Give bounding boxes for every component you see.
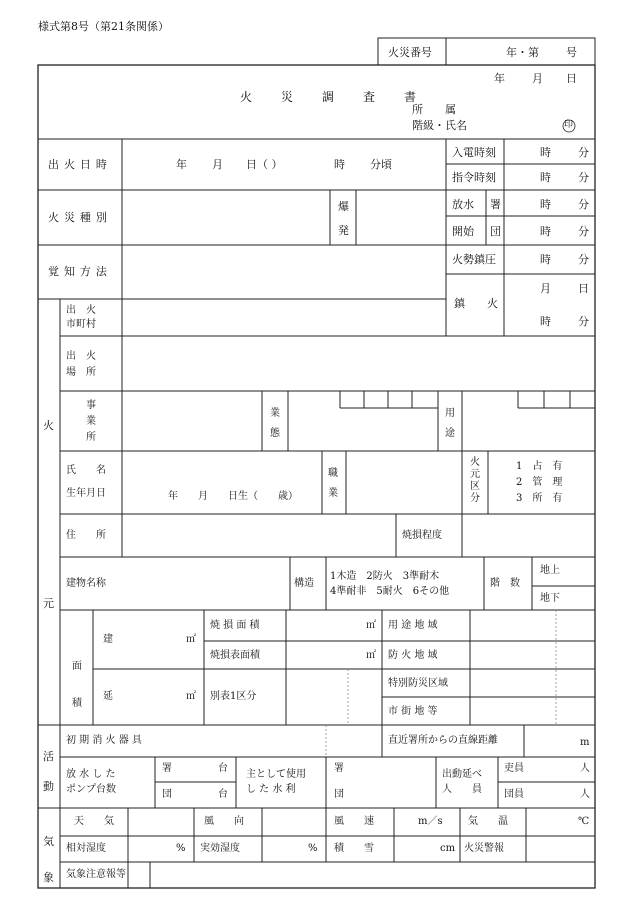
sekisetsu-label: 積 雪 — [334, 843, 374, 854]
minute-unit: 分 — [578, 225, 589, 238]
dispatch-label: 出火日時 — [48, 158, 112, 171]
nin-unit-2: 人 — [580, 789, 590, 800]
nin-unit: 人 — [580, 763, 590, 774]
structure-options-2: 4準耐非 5耐火 6その他 — [330, 586, 450, 597]
structure-options-1: 1木造 2防火 3準耐木 — [330, 571, 440, 582]
shirei-label: 指令時刻 — [452, 171, 496, 184]
month-unit: 月 — [540, 282, 551, 295]
minute-unit: 分 — [578, 198, 589, 211]
water-sho: 署 — [334, 763, 344, 774]
burn-surface-label: 焼損表面積 — [210, 650, 260, 661]
kubun-option-1: 1 占 有 — [516, 461, 563, 472]
shoki-label: 初 期 消 火 器 具 — [66, 735, 142, 746]
dispatch-month: 月 — [212, 158, 223, 171]
year-number-label: 年・第 — [506, 46, 539, 59]
pump-label: 放 水 し た ポンプ台数 — [66, 769, 116, 795]
kubun-option-3: 3 所 有 — [516, 493, 563, 504]
pump-sho: 署 — [162, 763, 172, 774]
riin-label: 吏員 — [504, 763, 524, 774]
nyuden-label: 入電時刻 — [452, 146, 496, 159]
pump-dan: 団 — [162, 789, 172, 800]
shozoku-label: 所 属 — [412, 103, 456, 116]
dispatch-hour: 時 — [334, 158, 345, 171]
fire-type-label: 火災種別 — [48, 211, 112, 224]
chokkin-label: 直近署所からの直線距離 — [388, 735, 498, 746]
day-unit: 日 — [578, 282, 589, 295]
shokugyo-label: 職 業 — [328, 468, 338, 499]
origin-section-1: 火 — [43, 419, 54, 432]
origin-section-2: 元 — [43, 597, 54, 610]
date-month: 月 — [532, 72, 543, 85]
chui-label: 気象注意報等 — [66, 869, 126, 880]
kaishi-label: 開始 — [452, 225, 474, 238]
fire-number-label: 火災番号 — [388, 46, 432, 59]
structure-label: 構造 — [294, 578, 314, 589]
pump-dai-2: 台 — [218, 789, 228, 800]
pct-unit-2: % — [308, 843, 318, 854]
chika-label: 地下 — [540, 593, 560, 604]
water-dan: 団 — [334, 789, 344, 800]
ken-label: 建 — [103, 634, 113, 645]
kion-label: 気 温 — [468, 816, 508, 827]
keiho-label: 火災警報 — [464, 843, 504, 854]
building-label: 建物名称 — [66, 578, 106, 589]
situdo-label: 相対湿度 — [66, 843, 106, 854]
burn-area-label: 焼 損 面 積 — [210, 620, 260, 631]
yoto-label: 用 途 — [445, 408, 455, 439]
sho-label: 署 — [490, 198, 501, 211]
chinatsu-label: 火勢鎮圧 — [452, 253, 496, 266]
danin-label: 団員 — [504, 789, 524, 800]
minute-unit: 分 — [578, 171, 589, 184]
hour-unit: 時 — [540, 171, 551, 184]
yoto-chiiki-label: 用 途 地 域 — [388, 620, 438, 631]
water-label: 主として使用 し た 水 利 — [246, 769, 306, 795]
m2-unit: ㎡ — [186, 691, 196, 702]
minute-unit: 分 — [578, 253, 589, 266]
seal-icon: 印 — [564, 120, 574, 130]
date-year: 年 — [494, 72, 505, 85]
name-label: 氏 名 — [66, 465, 106, 476]
detect-label: 覚知方法 — [48, 265, 112, 278]
gyotai-label: 業 態 — [270, 408, 280, 439]
hour-unit: 時 — [540, 198, 551, 211]
bouka-chiiki-label: 防 火 地 域 — [388, 650, 438, 661]
dispatch-min: 分頃 — [370, 158, 392, 171]
burn-level-label: 焼損程度 — [402, 530, 442, 541]
page-title: 火 災 調 査 書 — [240, 90, 429, 104]
pump-dai: 台 — [218, 763, 228, 774]
city-label: 出 火 市町村 — [66, 305, 96, 330]
m2-unit: ㎡ — [186, 634, 196, 645]
betsu-label: 別表1区分 — [210, 691, 257, 702]
fusoku-label: 風 速 — [334, 816, 374, 827]
nobe-label: 出動延べ 人 員 — [442, 769, 482, 795]
pct-unit: % — [176, 843, 186, 854]
chijo-label: 地上 — [540, 565, 560, 576]
minute-unit: 分 — [578, 315, 589, 328]
hour-unit: 時 — [540, 146, 551, 159]
celsius-unit: ℃ — [578, 816, 590, 827]
tokubetsu-label: 特別防災区域 — [388, 678, 448, 689]
ms-unit: m／s — [418, 816, 443, 827]
birth-label: 生年月日 — [66, 488, 106, 499]
hour-unit: 時 — [540, 315, 551, 328]
m-unit: m — [580, 737, 590, 748]
jitsu-label: 実効湿度 — [200, 843, 240, 854]
area-label: 面 積 — [72, 661, 82, 709]
dispatch-day: 日（ ） — [246, 158, 283, 171]
activity-section: 活 動 — [43, 750, 54, 793]
go-label: 号 — [566, 46, 577, 59]
dispatch-year: 年 — [176, 158, 187, 171]
date-day: 日 — [566, 72, 577, 85]
bakuhatsu-2: 発 — [338, 224, 349, 237]
address-label: 住 所 — [66, 530, 106, 541]
nobe-label: 延 — [103, 691, 113, 702]
tenki-label: 天 気 — [74, 816, 114, 827]
floors-label: 階 数 — [490, 578, 520, 589]
kubun-option-2: 2 管 理 — [516, 477, 563, 488]
fuko-label: 風 向 — [204, 816, 244, 827]
shigai-label: 市 街 地 等 — [388, 706, 438, 717]
cm-unit: cm — [440, 843, 456, 854]
business-label: 事 業 所 — [86, 400, 96, 443]
dan-label: 団 — [490, 225, 501, 238]
rank-name-label: 階級・氏名 — [412, 119, 467, 132]
hour-unit: 時 — [540, 225, 551, 238]
m2-unit: ㎡ — [366, 650, 376, 661]
chinka-label: 鎮 火 — [454, 297, 498, 310]
bakuhatsu-1: 爆 — [338, 200, 349, 213]
m2-unit: ㎡ — [366, 620, 376, 631]
kamoto-kubun-label: 火元区分 — [470, 457, 480, 504]
hour-unit: 時 — [540, 253, 551, 266]
minute-unit: 分 — [578, 146, 589, 159]
housui-label: 放水 — [452, 198, 474, 211]
place-label: 出 火 場 所 — [66, 351, 96, 378]
form-number: 様式第8号（第21条関係） — [38, 20, 169, 33]
birth-fields: 年 月 日生（ 歳） — [168, 491, 298, 502]
weather-section: 気 象 — [43, 835, 54, 884]
